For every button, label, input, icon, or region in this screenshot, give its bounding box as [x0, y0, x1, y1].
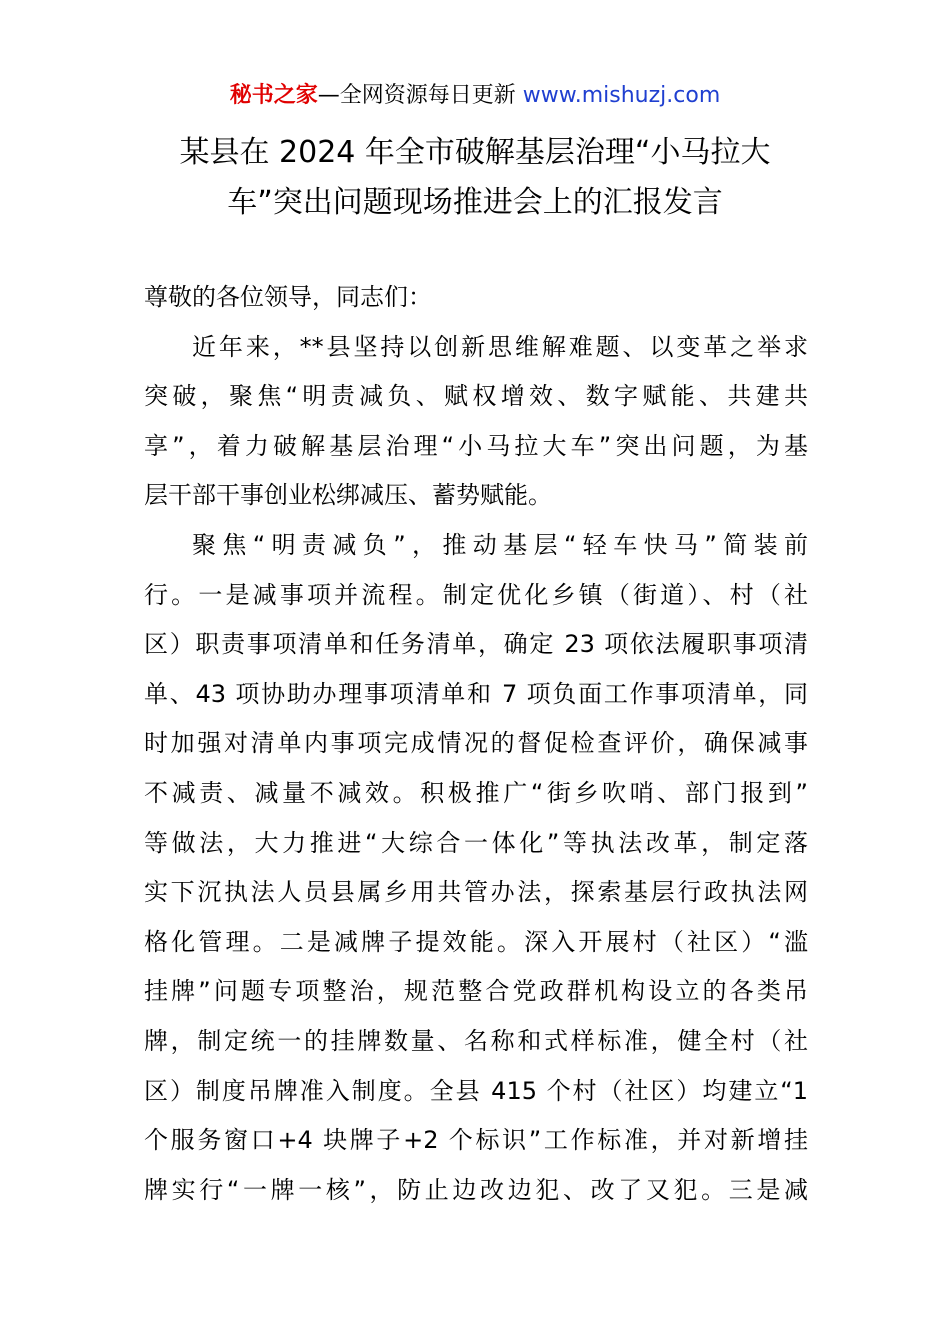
paragraph-line: 层干部干事创业松绑减压、蓄势赋能。 [144, 481, 552, 510]
paragraph-line: 单、43 项协助办理事项清单和 7 项负面工作事项清单，同 [144, 679, 808, 708]
site-url-link[interactable]: www.mishuzj.com [522, 83, 721, 108]
paragraph-line: 享”，着力破解基层治理“小马拉大车”突出问题，为基 [144, 431, 808, 460]
salutation: 尊敬的各位领导，同志们： [144, 283, 432, 311]
document-title [150, 128, 800, 228]
paragraph-line: 牌，制定统一的挂牌数量、名称和式样标准，健全村（社 [144, 1026, 808, 1055]
title-line: 车”突出问题现场推进会上的汇报发言 [227, 185, 723, 220]
paragraph-line: 聚焦“明责减负”，推动基层“轻车快马”简装前 [192, 530, 808, 559]
site-tagline: —全网资源每日更新 [317, 83, 523, 108]
paragraph-line: 牌实行“一牌一核”，防止边改边犯、改了又犯。三是减 [144, 1175, 808, 1204]
site-header [0, 80, 950, 112]
paragraph-line: 个服务窗口+4 块牌子+2 个标识”工作标准，并对新增挂 [144, 1126, 808, 1155]
title-line: 某县在 2024 年全市破解基层治理“小马拉大 [179, 135, 771, 170]
document-body [144, 273, 808, 1215]
paragraph-line: 等做法，大力推进“大综合一体化”等执法改革，制定落 [144, 828, 808, 857]
paragraph-line: 格化管理。二是减牌子提效能。深入开展村（社区）“滥 [144, 927, 808, 956]
paragraph-line: 近年来，**县坚持以创新思维解难题、以变革之举求 [192, 332, 808, 361]
paragraph-line: 不减责、减量不减效。积极推广“街乡吹哨、部门报到” [144, 778, 808, 807]
paragraph-line: 实下沉执法人员县属乡用共管办法，探索基层行政执法网 [144, 878, 808, 907]
site-brand: 秘书之家 [229, 83, 318, 108]
paragraph-line: 区）制度吊牌准入制度。全县 415 个村（社区）均建立“1 [144, 1076, 808, 1105]
paragraph-line: 突破，聚焦“明责减负、赋权增效、数字赋能、共建共 [144, 382, 808, 411]
paragraph-line: 行。一是减事项并流程。制定优化乡镇（街道）、村（社 [144, 580, 808, 609]
paragraph-line: 挂牌”问题专项整治，规范整合党政群机构设立的各类吊 [144, 977, 808, 1006]
paragraph-line: 时加强对清单内事项完成情况的督促检查评价，确保减事 [144, 729, 808, 758]
paragraph-line: 区）职责事项清单和任务清单，确定 23 项依法履职事项清 [144, 630, 808, 659]
